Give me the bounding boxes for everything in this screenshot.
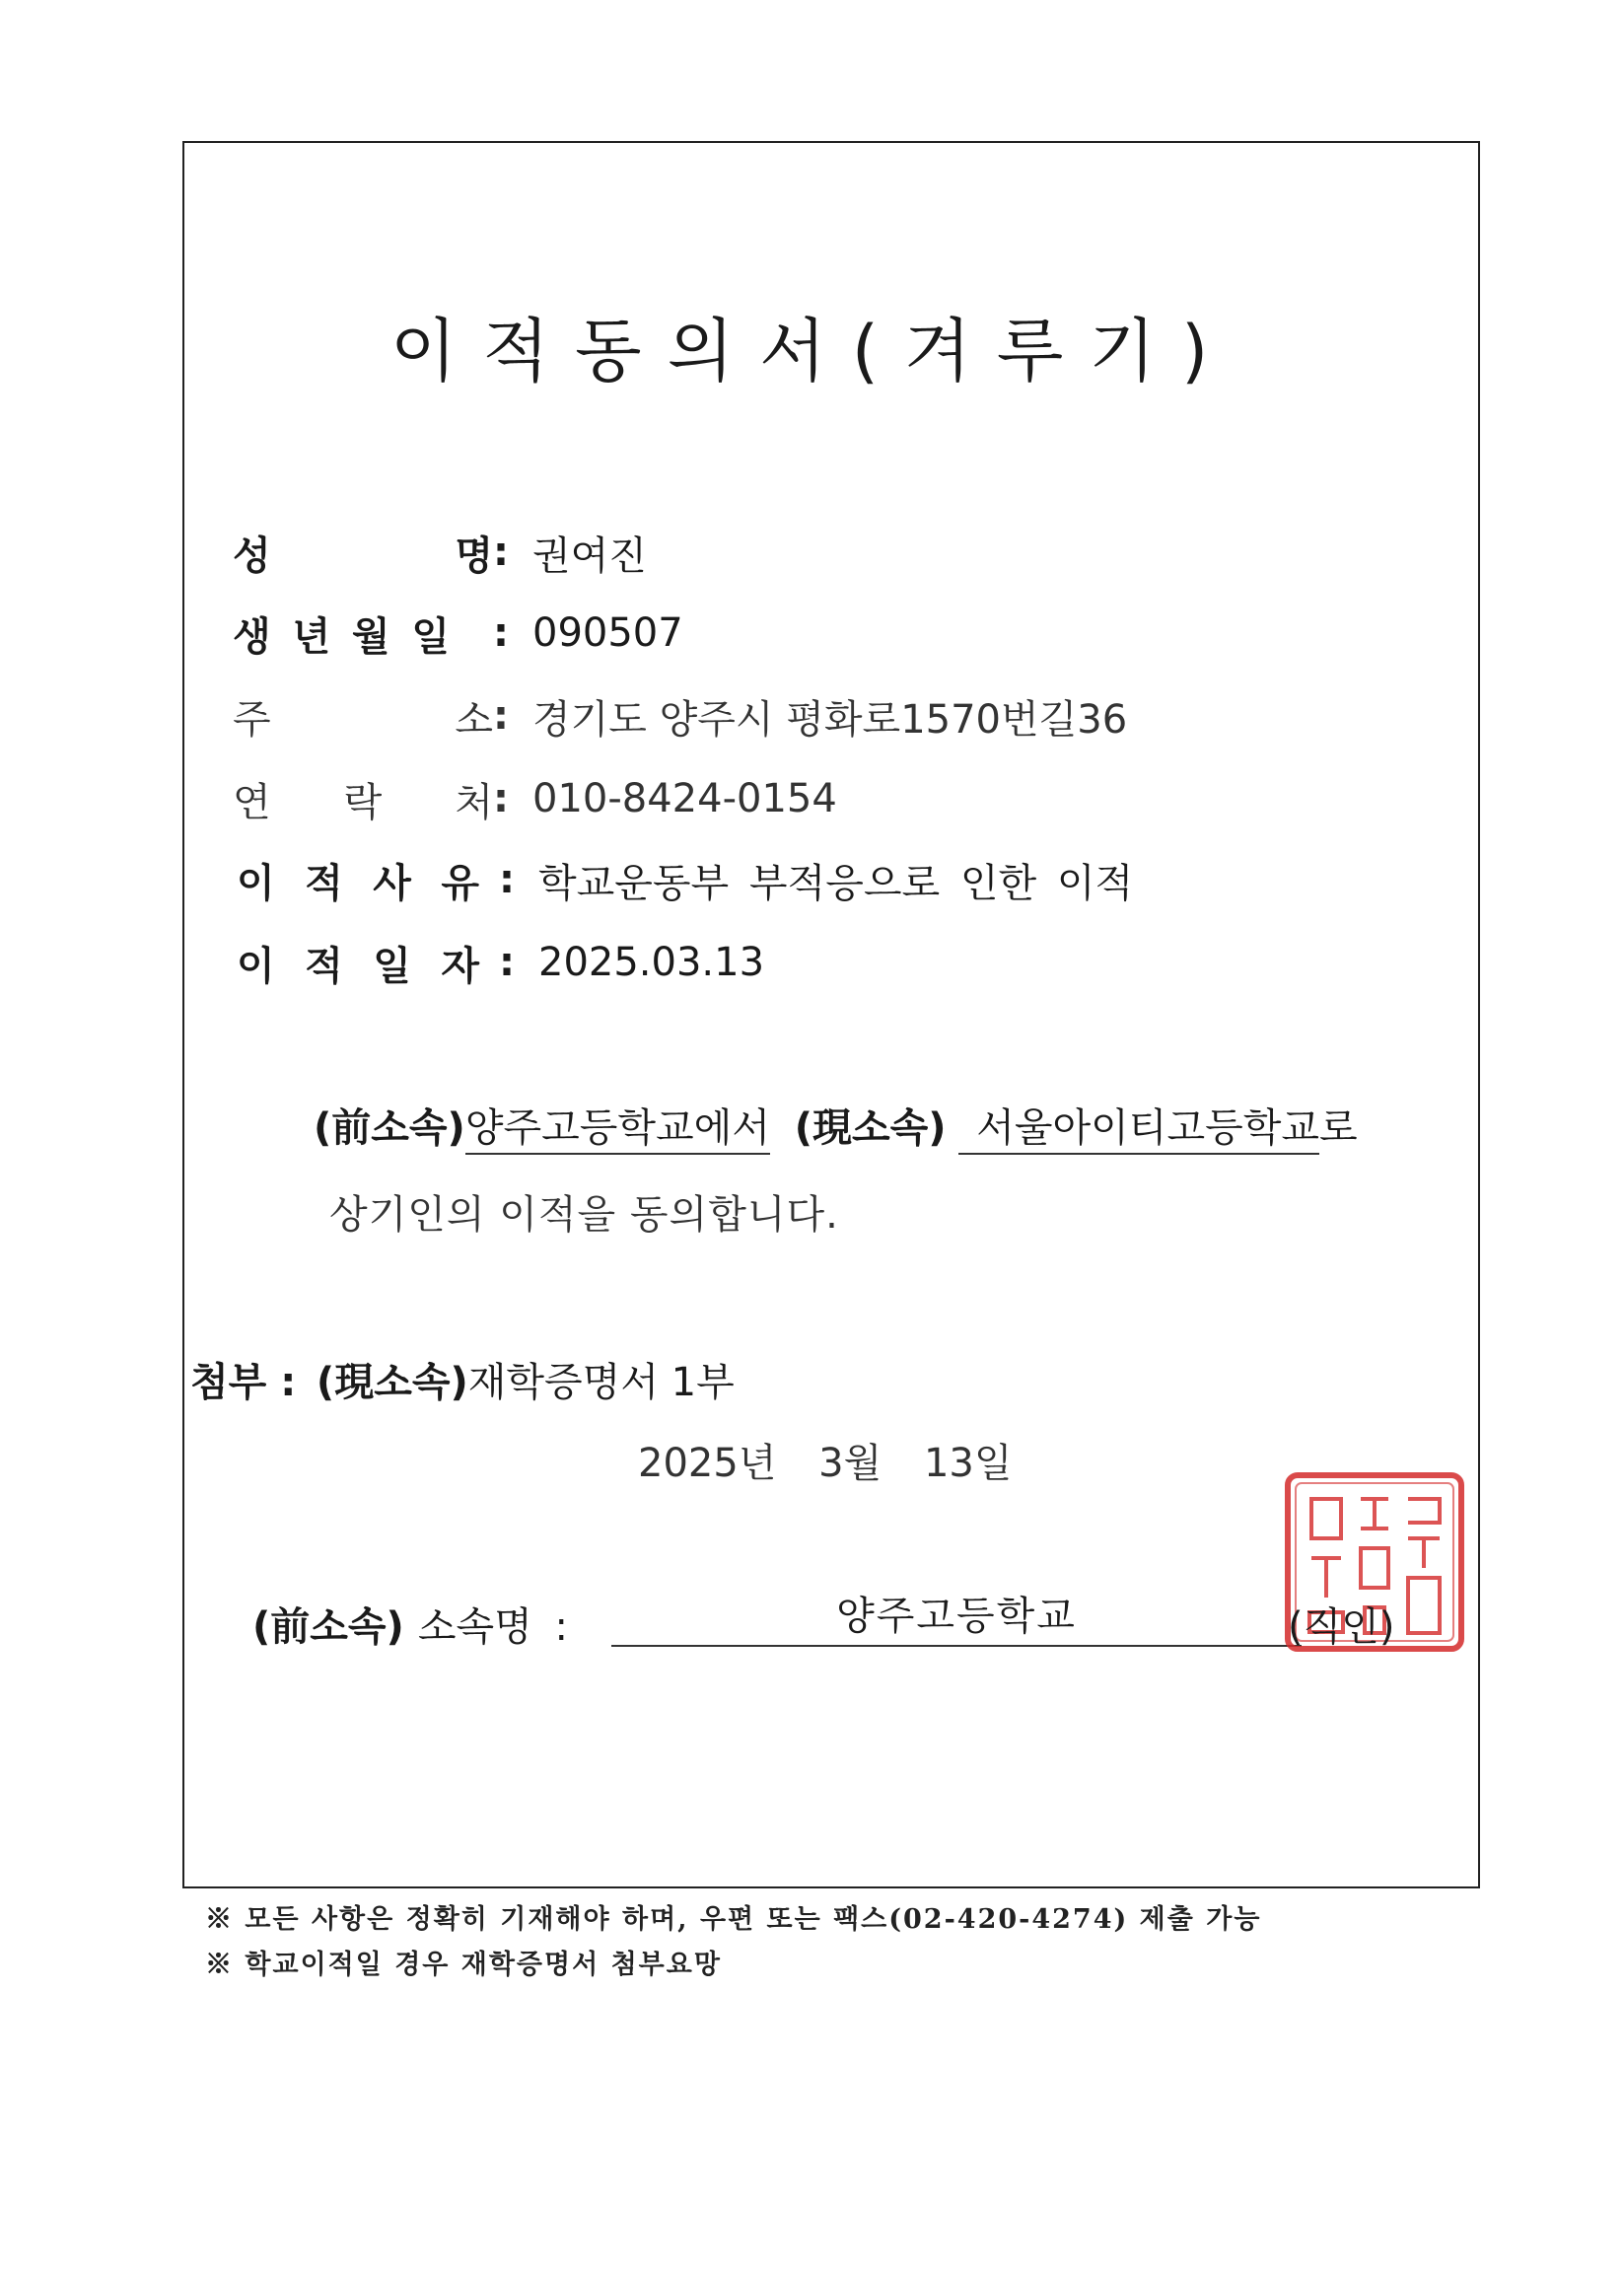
field-label: 성 명 (233, 533, 493, 579)
field-label: 이 적 일 자 (237, 943, 479, 989)
consent-line-2: 상기인의 이적을 동의합니다. (329, 1192, 839, 1238)
field-value-reason: 학교운동부 부적응으로 인한 이적 (538, 860, 1134, 906)
prev-affiliation-label: (前소속) (314, 1105, 465, 1151)
field-transfer-date-row: 이 적 일 자 : 2025.03.13 (237, 933, 764, 992)
curr-school: 서울아이티고등학교 (958, 1105, 1319, 1155)
field-birthdate-row: 생 년 월 일 : 090507 (233, 604, 683, 663)
field-name-row: 성 명 : 권여진 (233, 523, 647, 582)
document-title: 이적동의서(겨루기) (389, 311, 1235, 391)
attachment-label: 첨부 : (190, 1360, 297, 1405)
prev-school: 양주고등학교에서 (465, 1105, 770, 1155)
field-value-address: 경기도 양주시 평화로1570번길36 (532, 696, 1128, 743)
attachment-text: 재학증명서 1부 (467, 1360, 735, 1405)
field-label: 주 소 (233, 696, 493, 743)
school-signature-label: (前소속) 소속명 : (252, 1604, 568, 1650)
field-value-name: 권여진 (532, 533, 647, 579)
signature-date: 2025년 3월 13일 (638, 1441, 1013, 1486)
school-name: 양주고등학교 (836, 1594, 1077, 1639)
school-name-line (611, 1588, 1302, 1647)
attachment-prefix: (現소속) (316, 1360, 468, 1405)
seal-label: (직인) (1288, 1604, 1395, 1650)
field-label: 생 년 월 일 (233, 613, 450, 660)
consent-suffix: 로 (1319, 1105, 1358, 1151)
field-label: 연 락 처 (233, 779, 493, 825)
attachment-line (190, 1351, 735, 1407)
field-value-birthdate: 090507 (532, 610, 683, 656)
curr-affiliation-label: (現소속) (794, 1105, 947, 1151)
field-address-row: 주 소 : 경기도 양주시 평화로1570번길36 (233, 686, 1127, 746)
field-reason-row: 이 적 사 유 : 학교운동부 부적응으로 인한 이적 (237, 850, 1133, 909)
field-value-contact: 010-8424-0154 (532, 776, 837, 821)
footnote-submission: ※ 모든 사항은 정확히 기재해야 하며, 우편 또는 팩스(02-420-4274) 제출 가능 (205, 1904, 1262, 1935)
field-value-transfer-date: 2025.03.13 (538, 940, 765, 985)
footnote-attachment: ※ 학교이적일 경우 재학증명서 첨부요망 (205, 1950, 722, 1980)
field-contact-row: 연 락 처 : 010-8424-0154 (233, 769, 837, 828)
consent-line-1 (314, 1097, 1358, 1153)
field-label: 이 적 사 유 (237, 860, 479, 906)
